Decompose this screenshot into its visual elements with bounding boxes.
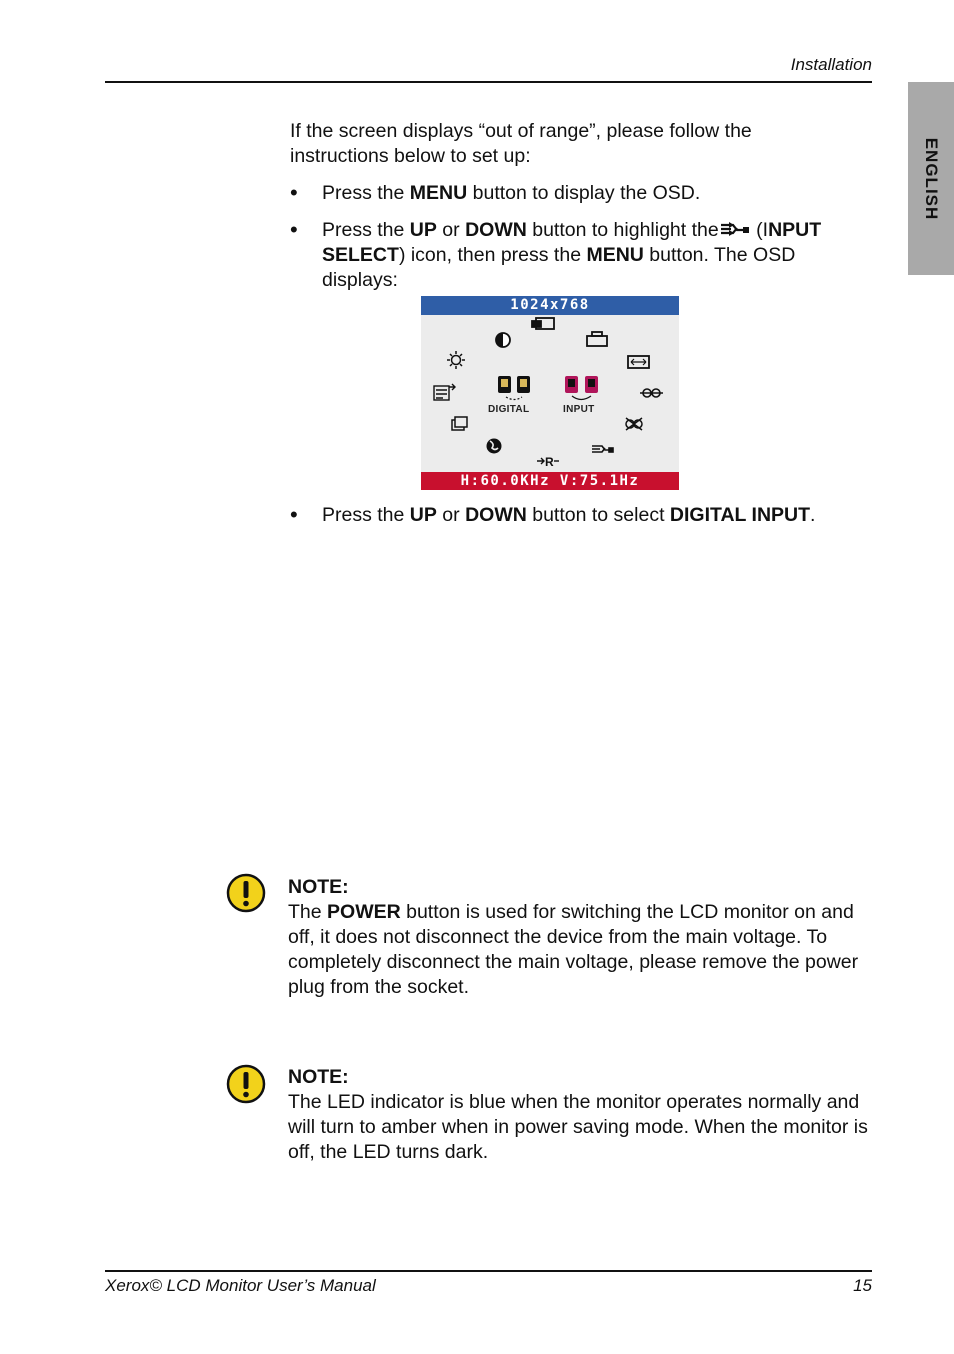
header-rule (105, 81, 872, 83)
size-icon (587, 332, 607, 346)
position-icon (532, 318, 554, 329)
text-graphics-icon (434, 384, 455, 400)
footer-manual-title: Xerox© LCD Monitor User’s Manual (105, 1276, 376, 1295)
osd-screenshot (421, 296, 679, 490)
recall-icon (537, 455, 559, 469)
warning-icon (226, 1064, 266, 1104)
digital-input-icon (498, 376, 530, 400)
color-icon (640, 389, 663, 397)
bullet-text: button to select (526, 504, 670, 526)
bullet-icon: • (290, 502, 298, 527)
down-key: DOWN (465, 504, 527, 526)
page-number: 15 (853, 1276, 872, 1295)
menu-key: MENU (409, 182, 468, 204)
note-title: NOTE: (288, 1066, 349, 1088)
note-body (288, 900, 873, 1000)
bullet-text: Press the (322, 219, 410, 241)
input-select-icon (592, 446, 613, 452)
footer-rule (105, 1270, 872, 1272)
menu-key: MENU (586, 244, 644, 266)
bullet-icon: • (290, 217, 298, 242)
up-key: UP (409, 504, 437, 526)
osd-digital-label: DIGITAL (488, 404, 530, 415)
power-note (288, 875, 873, 1000)
input-select-key: NPUT SELECT (322, 219, 822, 266)
section-header: Installation (790, 55, 872, 74)
osd-icon-grid (421, 296, 679, 490)
down-key: DOWN (465, 219, 527, 241)
language-tab-label: ENGLISH (922, 137, 941, 220)
bullet-text: button to highlight the (526, 219, 719, 241)
intro-paragraph: If the screen displays “out of range”, please follow the instructions below to set up: (290, 120, 752, 167)
language-icon (487, 439, 502, 454)
osd-input-label: INPUT (563, 404, 595, 415)
contrast-icon (496, 333, 510, 347)
power-key: POWER (327, 901, 401, 923)
bullet-text: button to display the OSD. (467, 182, 701, 204)
up-key: UP (409, 219, 437, 241)
bullet-text: Press the (322, 182, 410, 204)
warning-icon (226, 873, 266, 913)
bullet-text: (I (750, 219, 769, 241)
input-select-icon (719, 219, 751, 239)
osd-resolution: 1024x768 (421, 296, 679, 315)
note-title: NOTE: (288, 876, 349, 898)
digital-input-key: DIGITAL INPUT (669, 504, 811, 526)
bullet-icon: • (290, 180, 298, 205)
bullet-text: button. The OSD displays: (322, 244, 796, 291)
osd-icon (452, 417, 467, 430)
bullet-text: Press the (322, 504, 410, 526)
bullet-item (290, 180, 867, 206)
osd-frequency: H:60.0KHz V:75.1Hz (421, 472, 679, 490)
note-text: button is used for switching the LCD monitor on and off, it does not disconnect the device from the main voltage. To completely disconnect the main voltage, please remove the power plug from the socket. (288, 901, 859, 998)
note-text: The (288, 901, 328, 923)
bullet-text: ) icon, then press the (398, 244, 587, 266)
analog-input-icon (565, 376, 598, 400)
bullet-text: or (436, 504, 466, 526)
language-tab (908, 82, 954, 275)
brightness-icon (447, 351, 465, 369)
bullet-item (290, 502, 867, 528)
bullet-text: . (810, 504, 816, 526)
led-note (288, 1065, 873, 1165)
hsize-icon (628, 356, 649, 368)
note-body: The LED indicator is blue when the monitor operates normally and will turn to amber when in power saving mode. When the monitor is off, the LED turns dark. (288, 1091, 868, 1163)
settings-icon (626, 418, 642, 430)
bullet-text: or (436, 219, 466, 241)
bullet-item (290, 217, 867, 293)
svg-text:R: R (545, 455, 554, 469)
